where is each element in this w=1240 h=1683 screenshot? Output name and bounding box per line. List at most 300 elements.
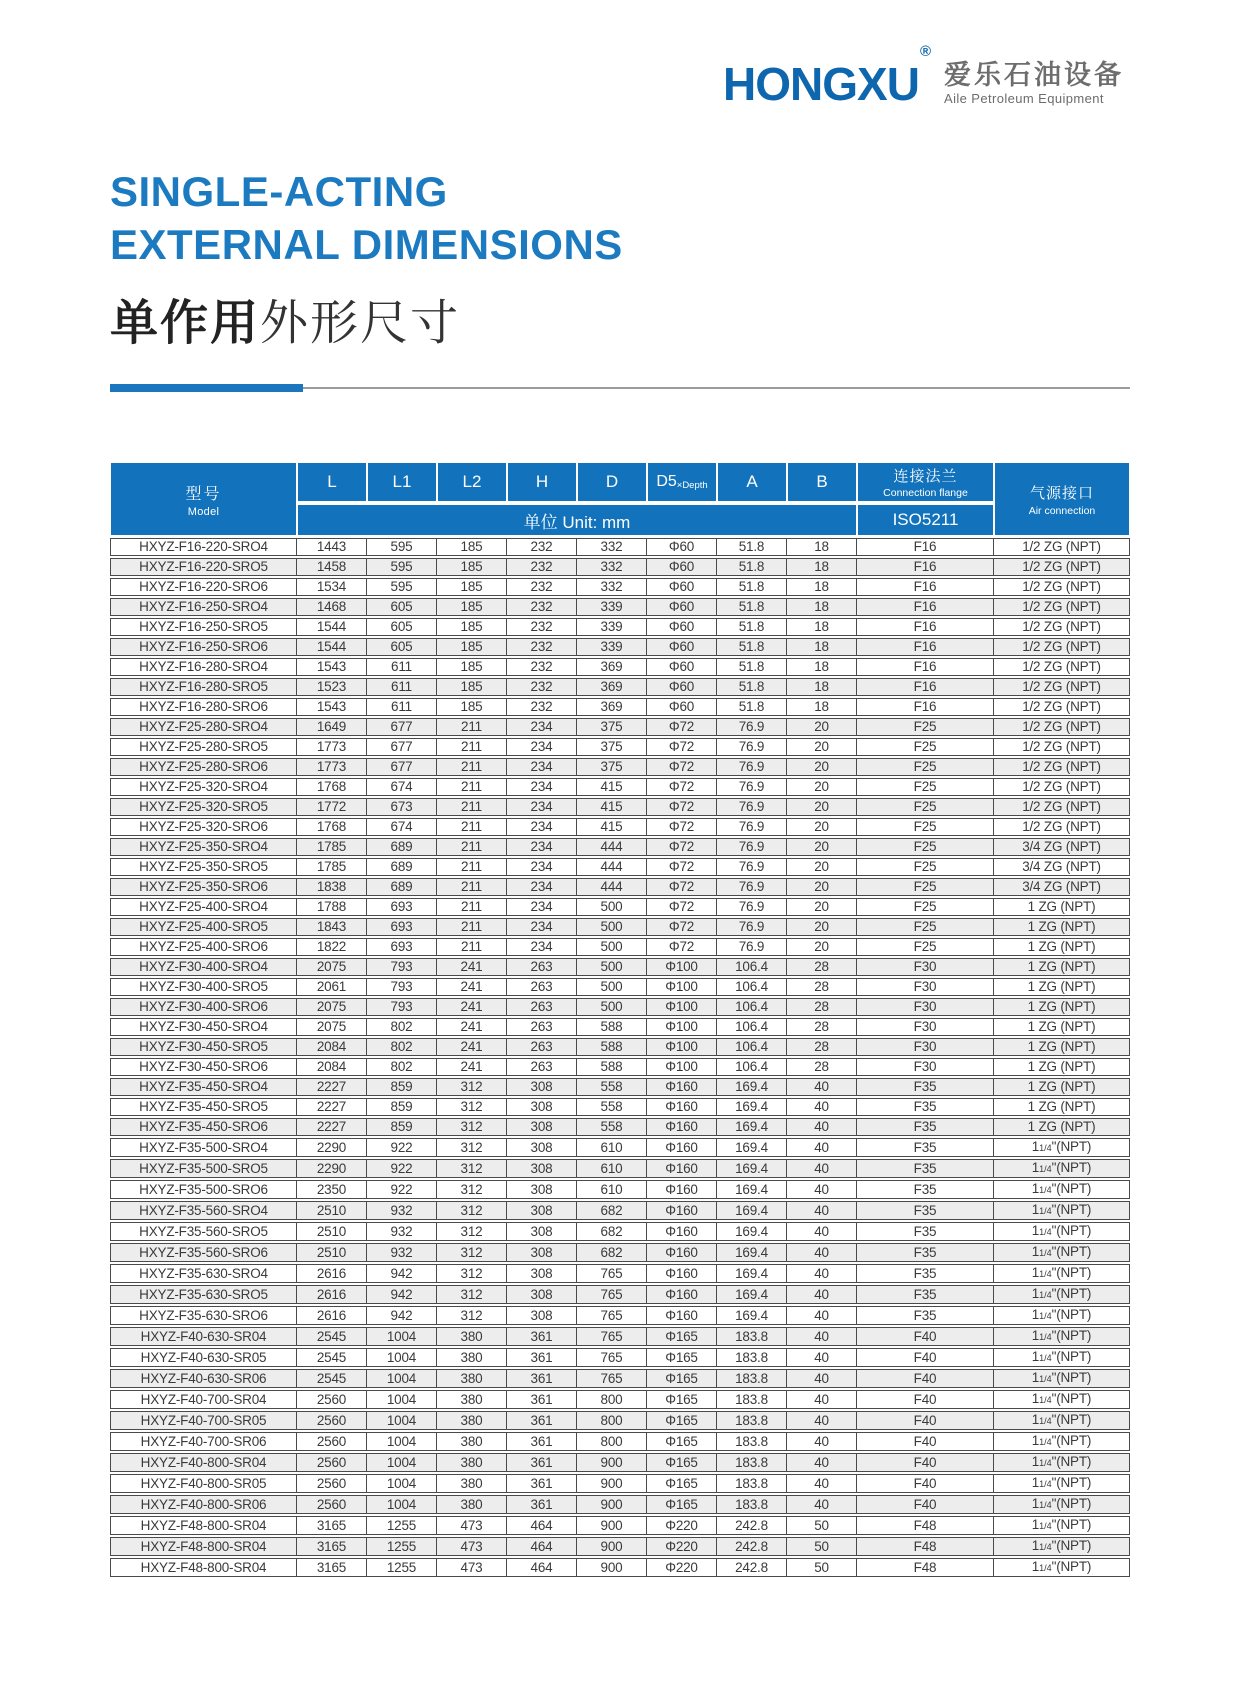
value-cell: 3165 (297, 1516, 367, 1535)
fraction-text: 1/4 (1039, 1143, 1052, 1153)
value-cell: 51.8 (717, 558, 787, 576)
col-header-model (110, 462, 297, 536)
table-row (110, 718, 1130, 736)
value-cell: 339 (577, 638, 647, 656)
value-cell: Φ100 (647, 1018, 717, 1036)
value-cell: 361 (507, 1453, 577, 1472)
iso-standard-header: ISO5211 (857, 504, 994, 536)
value-cell: F35 (857, 1243, 994, 1262)
value-cell: F30 (857, 1018, 994, 1036)
value-cell: 263 (507, 1038, 577, 1056)
value-cell: 211 (437, 858, 507, 876)
value-cell: 169.4 (717, 1078, 787, 1096)
value-cell: F30 (857, 998, 994, 1016)
value-cell: Φ72 (647, 918, 717, 936)
value-cell: 380 (437, 1432, 507, 1451)
value-cell: 1838 (297, 878, 367, 896)
value-cell: 765 (577, 1348, 647, 1367)
value-cell: Φ72 (647, 798, 717, 816)
value-cell: 11/4"(NPT) (994, 1537, 1130, 1556)
value-cell: 2545 (297, 1327, 367, 1346)
value-cell: 51.8 (717, 618, 787, 636)
value-cell: F48 (857, 1516, 994, 1535)
value-cell: 11/4"(NPT) (994, 1159, 1130, 1178)
value-cell: F25 (857, 918, 994, 936)
value-cell: 942 (367, 1306, 437, 1325)
value-cell: 1 ZG (NPT) (994, 1018, 1130, 1036)
col-header-L2: L2 (437, 462, 507, 502)
table-row (110, 1453, 1130, 1472)
value-cell: 611 (367, 658, 437, 676)
value-cell: 312 (437, 1098, 507, 1116)
value-cell: F25 (857, 758, 994, 776)
value-cell: 361 (507, 1369, 577, 1388)
table-row (110, 638, 1130, 656)
value-cell: 11/4"(NPT) (994, 1348, 1130, 1367)
value-cell: 76.9 (717, 898, 787, 916)
fraction-text: 1/4 (1039, 1458, 1052, 1468)
value-cell: F25 (857, 818, 994, 836)
value-cell: F35 (857, 1201, 994, 1220)
value-cell: 610 (577, 1138, 647, 1157)
value-cell: F30 (857, 1058, 994, 1076)
fraction-text: 1/4 (1039, 1416, 1052, 1426)
value-cell: Φ165 (647, 1327, 717, 1346)
value-cell: 312 (437, 1159, 507, 1178)
model-cell: HXYZ-F30-450-SRO4 (110, 1018, 297, 1036)
value-cell: Φ165 (647, 1390, 717, 1409)
value-cell: 11/4"(NPT) (994, 1327, 1130, 1346)
value-cell: 942 (367, 1264, 437, 1283)
value-cell: Φ60 (647, 618, 717, 636)
value-cell: F25 (857, 718, 994, 736)
value-cell: 40 (787, 1432, 857, 1451)
value-cell: 361 (507, 1432, 577, 1451)
value-cell: 595 (367, 578, 437, 596)
col-header-air-connection (994, 462, 1130, 536)
value-cell: 242.8 (717, 1516, 787, 1535)
col-header-D5-depth (647, 462, 717, 502)
value-cell: 369 (577, 698, 647, 716)
value-cell: 415 (577, 818, 647, 836)
value-cell: 169.4 (717, 1159, 787, 1178)
model-cell: HXYZ-F30-450-SRO5 (110, 1038, 297, 1056)
table-row (110, 1038, 1130, 1056)
value-cell: 20 (787, 918, 857, 936)
value-cell: 361 (507, 1348, 577, 1367)
value-cell: 169.4 (717, 1243, 787, 1262)
value-cell: 1/2 ZG (NPT) (994, 578, 1130, 596)
value-cell: 18 (787, 578, 857, 596)
value-cell: 232 (507, 658, 577, 676)
value-cell: F25 (857, 858, 994, 876)
table-row (110, 1348, 1130, 1367)
value-cell: 610 (577, 1159, 647, 1178)
value-cell: 232 (507, 558, 577, 576)
value-cell: 682 (577, 1222, 647, 1241)
value-cell: 380 (437, 1495, 507, 1514)
value-cell: 2560 (297, 1453, 367, 1472)
model-cell: HXYZ-F16-280-SRO5 (110, 678, 297, 696)
value-cell: 40 (787, 1201, 857, 1220)
table-row (110, 1201, 1130, 1220)
value-cell: Φ72 (647, 818, 717, 836)
value-cell: 242.8 (717, 1537, 787, 1556)
value-cell: 859 (367, 1078, 437, 1096)
col-header-L1: L1 (367, 462, 437, 502)
value-cell: 11/4"(NPT) (994, 1453, 1130, 1472)
value-cell: 693 (367, 938, 437, 956)
value-cell: 369 (577, 658, 647, 676)
value-cell: 312 (437, 1201, 507, 1220)
value-cell: 106.4 (717, 1038, 787, 1056)
value-cell: 473 (437, 1516, 507, 1535)
brand-header (723, 43, 1124, 111)
model-cell: HXYZ-F16-220-SRO5 (110, 558, 297, 576)
value-cell: Φ160 (647, 1180, 717, 1199)
value-cell: 942 (367, 1285, 437, 1304)
value-cell: F40 (857, 1348, 994, 1367)
value-cell: F48 (857, 1558, 994, 1577)
table-row (110, 578, 1130, 596)
value-cell: 900 (577, 1537, 647, 1556)
table-row (110, 1243, 1130, 1262)
model-cell: HXYZ-F40-800-SR04 (110, 1453, 297, 1472)
value-cell: 106.4 (717, 1018, 787, 1036)
value-cell: Φ160 (647, 1285, 717, 1304)
value-cell: 40 (787, 1474, 857, 1493)
fraction-text: 1/4 (1039, 1248, 1052, 1258)
value-cell: 2227 (297, 1118, 367, 1136)
value-cell: F25 (857, 778, 994, 796)
hongxu-logo (723, 43, 931, 111)
value-cell: 11/4"(NPT) (994, 1411, 1130, 1430)
value-cell: 1843 (297, 918, 367, 936)
value-cell: 605 (367, 598, 437, 616)
value-cell: 183.8 (717, 1495, 787, 1514)
value-cell: 332 (577, 578, 647, 596)
value-cell: 51.8 (717, 658, 787, 676)
value-cell: 211 (437, 898, 507, 916)
value-cell: 2290 (297, 1138, 367, 1157)
value-cell: Φ220 (647, 1516, 717, 1535)
value-cell: Φ160 (647, 1243, 717, 1262)
table-row (110, 1018, 1130, 1036)
value-cell: 677 (367, 738, 437, 756)
value-cell: 76.9 (717, 798, 787, 816)
value-cell: 211 (437, 798, 507, 816)
table-row (110, 1432, 1130, 1451)
value-cell: 2075 (297, 958, 367, 976)
value-cell: 444 (577, 838, 647, 856)
value-cell: 932 (367, 1201, 437, 1220)
value-cell: 242.8 (717, 1558, 787, 1577)
value-cell: 308 (507, 1118, 577, 1136)
value-cell: 28 (787, 958, 857, 976)
value-cell: 169.4 (717, 1306, 787, 1325)
value-cell: 673 (367, 798, 437, 816)
value-cell: 2616 (297, 1285, 367, 1304)
value-cell: 20 (787, 938, 857, 956)
value-cell: 211 (437, 938, 507, 956)
value-cell: 473 (437, 1537, 507, 1556)
value-cell: 765 (577, 1306, 647, 1325)
table-row (110, 618, 1130, 636)
value-cell: 308 (507, 1201, 577, 1220)
value-cell: 558 (577, 1098, 647, 1116)
value-cell: 234 (507, 758, 577, 776)
value-cell: 1/2 ZG (NPT) (994, 778, 1130, 796)
value-cell: 1 ZG (NPT) (994, 978, 1130, 996)
value-cell: 312 (437, 1180, 507, 1199)
fraction-text: 1/4 (1039, 1437, 1052, 1447)
value-cell: 18 (787, 558, 857, 576)
value-cell: 76.9 (717, 758, 787, 776)
model-cell: HXYZ-F40-700-SR06 (110, 1432, 297, 1451)
value-cell: Φ160 (647, 1138, 717, 1157)
value-cell: Φ165 (647, 1453, 717, 1472)
table-row (110, 1058, 1130, 1076)
value-cell: 18 (787, 598, 857, 616)
model-cell: HXYZ-F16-250-SRO6 (110, 638, 297, 656)
fraction-text: 1/4 (1039, 1269, 1052, 1279)
value-cell: Φ60 (647, 638, 717, 656)
value-cell: Φ100 (647, 978, 717, 996)
value-cell: Φ72 (647, 718, 717, 736)
value-cell: 1/2 ZG (NPT) (994, 758, 1130, 776)
value-cell: 1773 (297, 738, 367, 756)
model-cell: HXYZ-F30-400-SRO6 (110, 998, 297, 1016)
value-cell: 693 (367, 918, 437, 936)
value-cell: 793 (367, 978, 437, 996)
value-cell: Φ60 (647, 598, 717, 616)
value-cell: 11/4"(NPT) (994, 1243, 1130, 1262)
value-cell: 106.4 (717, 978, 787, 996)
value-cell: F35 (857, 1078, 994, 1096)
model-cell: HXYZ-F40-630-SR05 (110, 1348, 297, 1367)
value-cell: F16 (857, 638, 994, 656)
value-cell: 11/4"(NPT) (994, 1306, 1130, 1325)
value-cell: 2061 (297, 978, 367, 996)
value-cell: 106.4 (717, 998, 787, 1016)
value-cell: 28 (787, 1018, 857, 1036)
table-row (110, 678, 1130, 696)
value-cell: 312 (437, 1118, 507, 1136)
model-cell: HXYZ-F30-450-SRO6 (110, 1058, 297, 1076)
value-cell: 1/2 ZG (NPT) (994, 798, 1130, 816)
model-cell: HXYZ-F25-320-SRO5 (110, 798, 297, 816)
table-row (110, 1306, 1130, 1325)
value-cell: 40 (787, 1390, 857, 1409)
value-cell: 20 (787, 718, 857, 736)
value-cell: 361 (507, 1327, 577, 1346)
title-cn-regular: 外形尺寸 (260, 296, 461, 350)
model-cell: HXYZ-F40-700-SR04 (110, 1390, 297, 1409)
value-cell: F30 (857, 1038, 994, 1056)
value-cell: Φ72 (647, 738, 717, 756)
value-cell: 312 (437, 1243, 507, 1262)
value-cell: 28 (787, 998, 857, 1016)
value-cell: 211 (437, 878, 507, 896)
value-cell: 588 (577, 1058, 647, 1076)
value-cell: F25 (857, 838, 994, 856)
value-cell: 375 (577, 738, 647, 756)
model-cell: HXYZ-F40-630-SR06 (110, 1369, 297, 1388)
value-cell: 18 (787, 638, 857, 656)
table-row (110, 898, 1130, 916)
value-cell: 241 (437, 978, 507, 996)
value-cell: 369 (577, 678, 647, 696)
value-cell: 1/2 ZG (NPT) (994, 698, 1130, 716)
value-cell: 11/4"(NPT) (994, 1264, 1130, 1283)
value-cell: 464 (507, 1558, 577, 1577)
value-cell: 20 (787, 818, 857, 836)
value-cell: Φ220 (647, 1558, 717, 1577)
value-cell: 595 (367, 558, 437, 576)
value-cell: 1/2 ZG (NPT) (994, 738, 1130, 756)
value-cell: F48 (857, 1537, 994, 1556)
col-header-H: H (507, 462, 577, 502)
value-cell: 1534 (297, 578, 367, 596)
value-cell: 263 (507, 1018, 577, 1036)
table-row (110, 738, 1130, 756)
value-cell: 1543 (297, 658, 367, 676)
col-header-connection-flange (857, 462, 994, 502)
value-cell: 1/2 ZG (NPT) (994, 538, 1130, 556)
value-cell: F25 (857, 898, 994, 916)
value-cell: Φ60 (647, 678, 717, 696)
title-line1: SINGLE-ACTING (110, 168, 448, 215)
value-cell: 588 (577, 1018, 647, 1036)
value-cell: 361 (507, 1474, 577, 1493)
value-cell: 2560 (297, 1411, 367, 1430)
value-cell: 40 (787, 1285, 857, 1304)
value-cell: 922 (367, 1180, 437, 1199)
model-cell: HXYZ-F35-500-SRO6 (110, 1180, 297, 1199)
model-cell: HXYZ-F16-250-SRO4 (110, 598, 297, 616)
table-row (110, 758, 1130, 776)
value-cell: 232 (507, 598, 577, 616)
value-cell: F35 (857, 1222, 994, 1241)
title-english (110, 166, 623, 272)
value-cell: 40 (787, 1306, 857, 1325)
table-row (110, 598, 1130, 616)
value-cell: 415 (577, 798, 647, 816)
model-cell: HXYZ-F25-350-SRO6 (110, 878, 297, 896)
value-cell: 765 (577, 1285, 647, 1304)
value-cell: 800 (577, 1432, 647, 1451)
value-cell: 11/4"(NPT) (994, 1390, 1130, 1409)
value-cell: 793 (367, 998, 437, 1016)
value-cell: 308 (507, 1306, 577, 1325)
value-cell: 1004 (367, 1348, 437, 1367)
value-cell: 900 (577, 1516, 647, 1535)
value-cell: 183.8 (717, 1411, 787, 1430)
value-cell: 1544 (297, 638, 367, 656)
value-cell: 232 (507, 578, 577, 596)
value-cell: 932 (367, 1222, 437, 1241)
value-cell: Φ60 (647, 558, 717, 576)
value-cell: 674 (367, 778, 437, 796)
value-cell: 308 (507, 1159, 577, 1178)
value-cell: 241 (437, 1058, 507, 1076)
value-cell: 241 (437, 1038, 507, 1056)
value-cell: 682 (577, 1201, 647, 1220)
value-cell: F40 (857, 1327, 994, 1346)
value-cell: 185 (437, 678, 507, 696)
fraction-text: 1/4 (1039, 1290, 1052, 1300)
flange-label-en: Connection flange (883, 487, 968, 499)
value-cell: 859 (367, 1118, 437, 1136)
model-cell: HXYZ-F35-450-SRO5 (110, 1098, 297, 1116)
model-cell: HXYZ-F25-320-SRO6 (110, 818, 297, 836)
value-cell: 40 (787, 1495, 857, 1514)
value-cell: 20 (787, 758, 857, 776)
value-cell: 1443 (297, 538, 367, 556)
value-cell: 18 (787, 658, 857, 676)
value-cell: 332 (577, 538, 647, 556)
table-row (110, 1474, 1130, 1493)
divider-accent-bar (110, 384, 303, 392)
value-cell: F40 (857, 1453, 994, 1472)
fraction-text: 1/4 (1039, 1311, 1052, 1321)
value-cell: 802 (367, 1038, 437, 1056)
value-cell: 263 (507, 958, 577, 976)
value-cell: 2560 (297, 1495, 367, 1514)
value-cell: 106.4 (717, 958, 787, 976)
value-cell: 605 (367, 618, 437, 636)
value-cell: 1822 (297, 938, 367, 956)
value-cell: 2510 (297, 1201, 367, 1220)
value-cell: 2616 (297, 1264, 367, 1283)
unit-header: 单位 Unit: mm (297, 504, 857, 536)
value-cell: 1/2 ZG (NPT) (994, 598, 1130, 616)
value-cell: 1772 (297, 798, 367, 816)
value-cell: 50 (787, 1537, 857, 1556)
value-cell: 2075 (297, 998, 367, 1016)
value-cell: 312 (437, 1222, 507, 1241)
value-cell: 51.8 (717, 538, 787, 556)
value-cell: 1 ZG (NPT) (994, 938, 1130, 956)
value-cell: 20 (787, 738, 857, 756)
brand-name-en: Aile Petroleum Equipment (944, 91, 1104, 107)
value-cell: 18 (787, 678, 857, 696)
dimensions-table (110, 460, 1130, 1579)
value-cell: 380 (437, 1453, 507, 1472)
value-cell: F40 (857, 1474, 994, 1493)
fraction-text: 1/4 (1039, 1374, 1052, 1384)
brand-wordmark: HONGXU (723, 58, 919, 111)
value-cell: 380 (437, 1327, 507, 1346)
value-cell: Φ60 (647, 538, 717, 556)
value-cell: Φ72 (647, 878, 717, 896)
title-cn-bold: 单作用 (110, 296, 261, 350)
value-cell: Φ60 (647, 658, 717, 676)
value-cell: 28 (787, 978, 857, 996)
table-row (110, 698, 1130, 716)
value-cell: 11/4"(NPT) (994, 1180, 1130, 1199)
value-cell: 1004 (367, 1432, 437, 1451)
value-cell: 1458 (297, 558, 367, 576)
value-cell: 11/4"(NPT) (994, 1369, 1130, 1388)
value-cell: F25 (857, 878, 994, 896)
value-cell: 361 (507, 1411, 577, 1430)
value-cell: 312 (437, 1264, 507, 1283)
value-cell: F16 (857, 698, 994, 716)
value-cell: 183.8 (717, 1327, 787, 1346)
model-cell: HXYZ-F16-280-SRO6 (110, 698, 297, 716)
value-cell: 106.4 (717, 1058, 787, 1076)
